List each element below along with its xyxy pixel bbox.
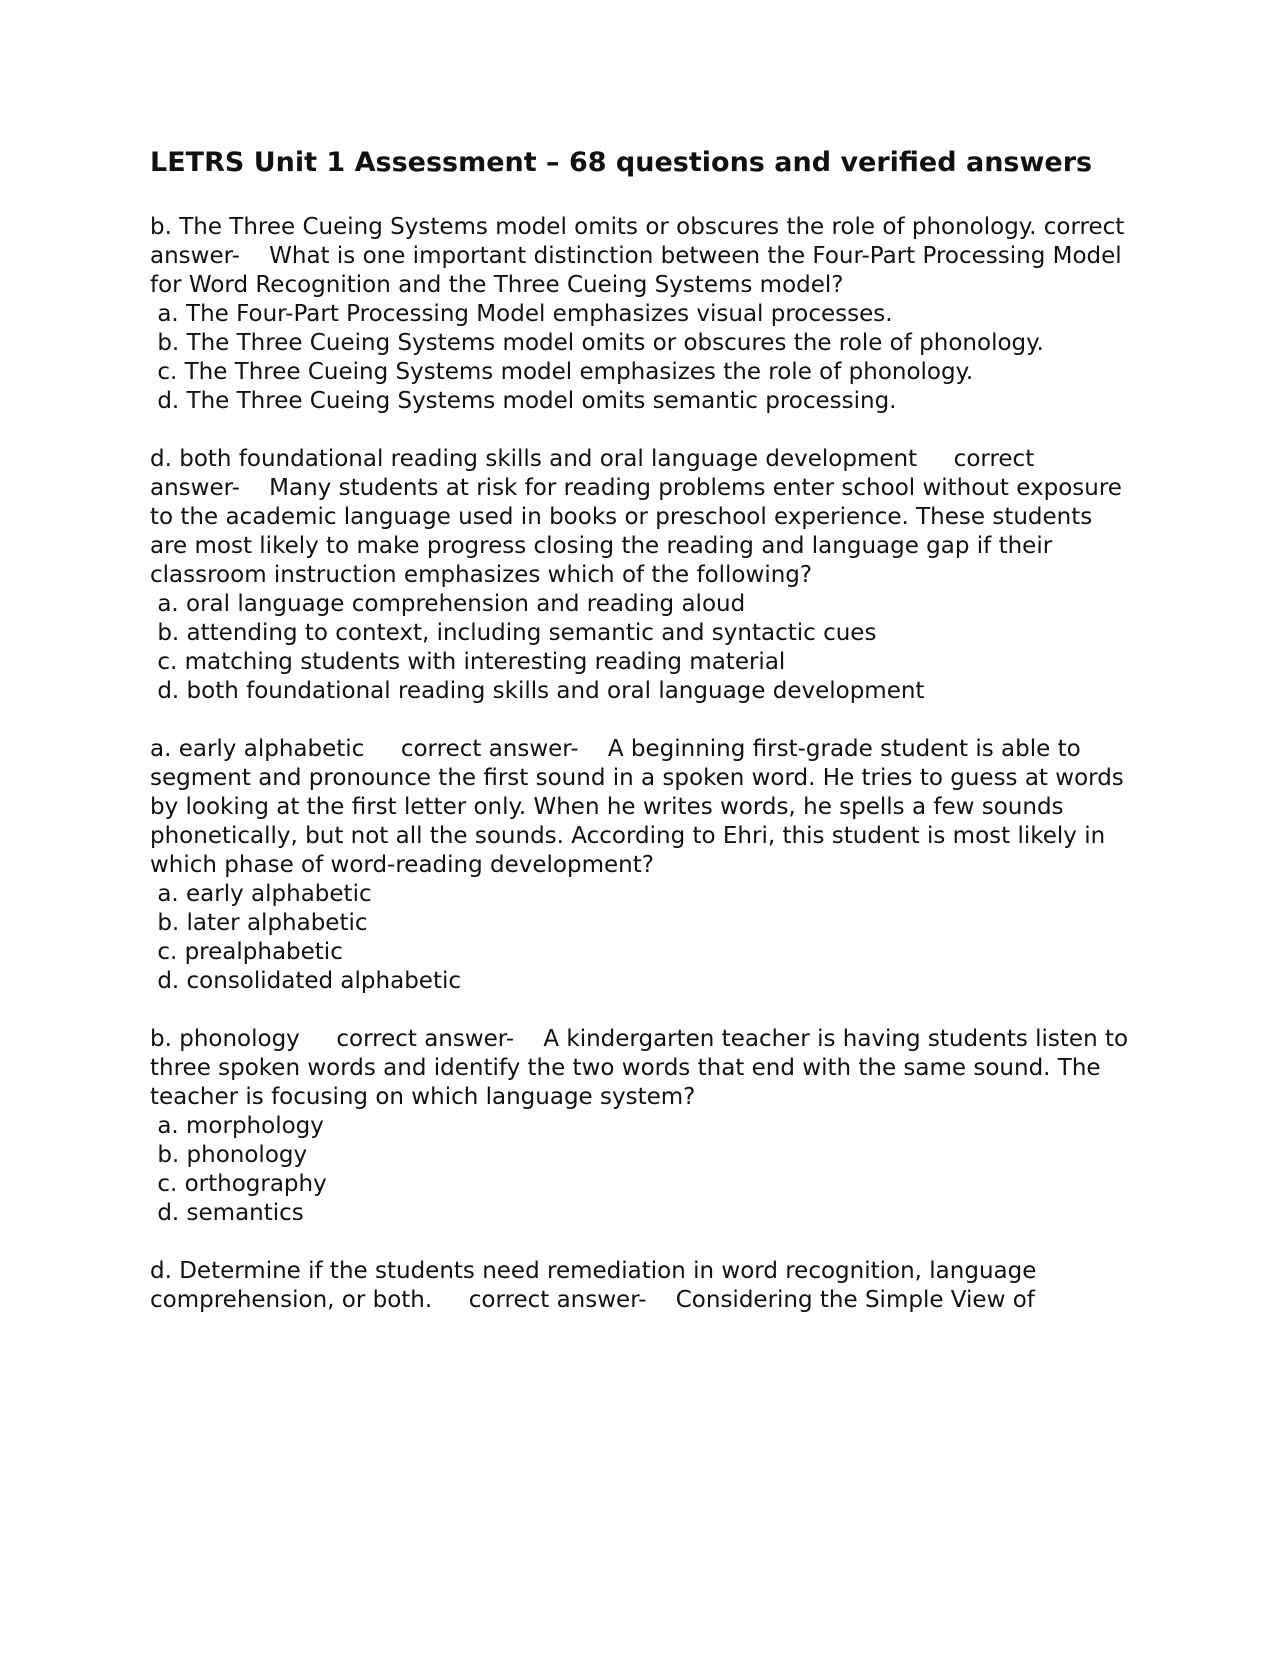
question-text: d. Determine if the students need remediation in word recognition, language comprehension, or both. correct answer- Considering the Simple View of <box>150 1258 1044 1313</box>
answer-option-c: c. prealphabetic <box>150 939 343 965</box>
document-page <box>150 145 1136 1344</box>
answer-option-b: b. The Three Cueing Systems model omits or obscures the role of phonology. <box>150 330 1044 356</box>
question-text: a. early alphabetic correct answer- A beginning first-grade student is able to segment and pronounce the first sound in a spoken word. He tries to guess at words by looking at the first letter only. When he writes words, he spells a few sounds phonetically, but not all the sounds. According to Ehri, this student is most likely in which phase of word-reading development? <box>150 736 1132 878</box>
question-block-4 <box>150 1025 1136 1228</box>
answer-option-c: c. orthography <box>150 1171 327 1197</box>
question-text: d. both foundational reading skills and oral language development correct answer- Many students at risk for reading problems enter school without exposure to the academic language used in books or preschool experience. These students are most likely to make progress closing the reading and language gap if their classroom instruction emphasizes which of the following? <box>150 446 1130 588</box>
answer-option-b: b. attending to context, including semantic and syntactic cues <box>150 620 877 646</box>
answer-option-d: d. The Three Cueing Systems model omits semantic processing. <box>150 388 897 414</box>
answer-option-a: a. The Four-Part Processing Model emphasizes visual processes. <box>150 301 893 327</box>
question-text: b. phonology correct answer- A kindergarten teacher is having students listen to three spoken words and identify the two words that end with the same sound. The teacher is focusing on which language system? <box>150 1026 1136 1110</box>
answer-option-b: b. phonology <box>150 1142 308 1168</box>
answer-option-c: c. The Three Cueing Systems model emphasizes the role of phonology. <box>150 359 974 385</box>
answer-option-a: a. morphology <box>150 1113 324 1139</box>
answer-option-a: a. early alphabetic <box>150 881 372 907</box>
answer-option-d: d. both foundational reading skills and oral language development <box>150 678 925 704</box>
question-block-1 <box>150 213 1130 416</box>
answer-option-d: d. semantics <box>150 1200 304 1226</box>
question-text: b. The Three Cueing Systems model omits or obscures the role of phonology. correct answer- What is one important distinction between the Four-Part Processing Model for Word Recognition and the Three Cueing Systems model? <box>150 214 1132 298</box>
question-block-3 <box>150 735 1130 996</box>
answer-option-d: d. consolidated alphabetic <box>150 968 461 994</box>
answer-option-b: b. later alphabetic <box>150 910 368 936</box>
document-title: LETRS Unit 1 Assessment – 68 questions and verified answers <box>150 147 1093 178</box>
answer-option-a: a. oral language comprehension and reading aloud <box>150 591 746 617</box>
answer-option-c: c. matching students with interesting reading material <box>150 649 786 675</box>
question-block-2 <box>150 445 1130 706</box>
question-block-5 <box>150 1257 1130 1315</box>
